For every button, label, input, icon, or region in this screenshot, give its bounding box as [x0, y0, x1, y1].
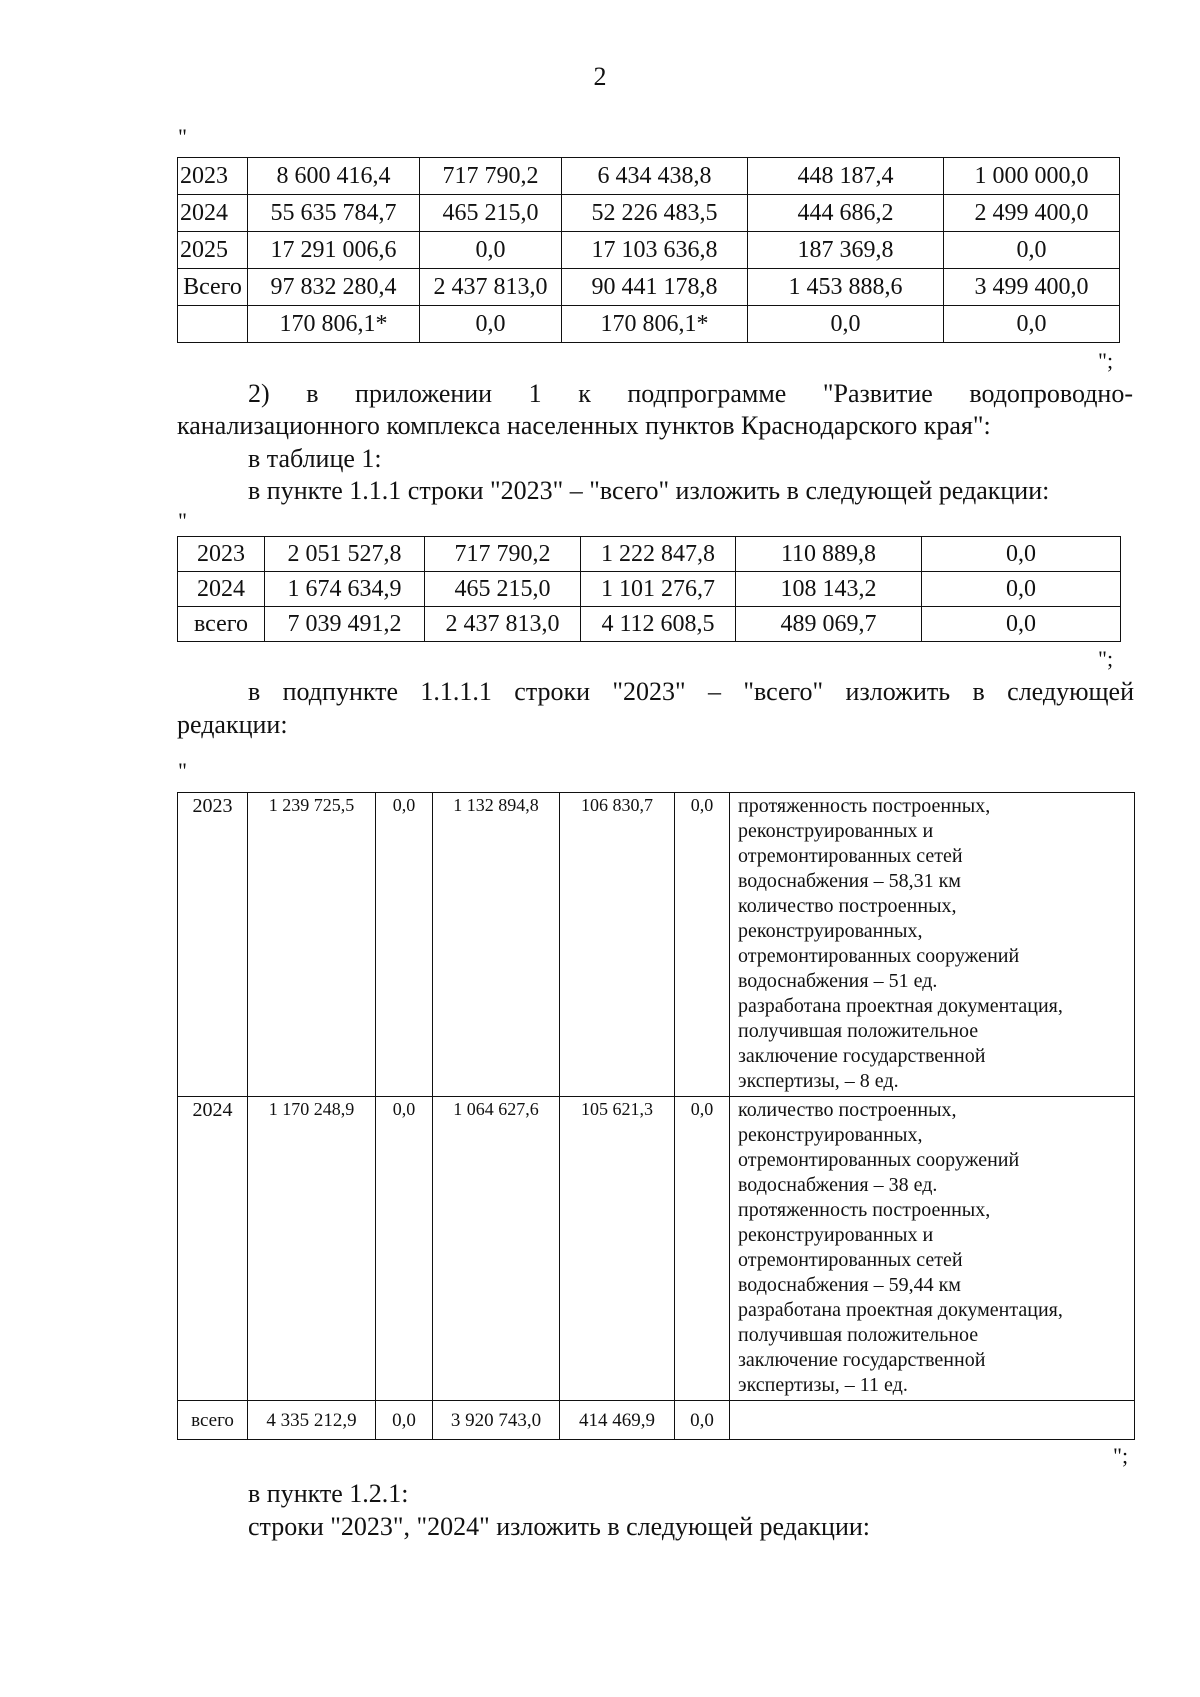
- amount-cell: 1 674 634,9: [265, 572, 425, 607]
- indicator-line: количество построенных,: [738, 1099, 957, 1121]
- amount-cell: 0,0: [675, 1097, 730, 1401]
- year-cell: 2024: [178, 195, 248, 232]
- indicator-line: водоснабжения – 58,31 км: [738, 870, 961, 892]
- year-cell: Всего: [178, 269, 248, 306]
- amount-cell: 0,0: [376, 1097, 433, 1401]
- rows-2023-2024-text: строки "2023", "2024" изложить в следующей редакции:: [248, 1512, 871, 1541]
- year-cell: всего: [178, 607, 265, 642]
- amount-cell: 7 039 491,2: [265, 607, 425, 642]
- table-row: [178, 793, 1135, 1097]
- amount-cell: 4 112 608,5: [581, 607, 736, 642]
- indicator-line: отремонтированных сетей: [738, 1249, 963, 1271]
- amount-cell: 465 215,0: [420, 195, 562, 232]
- item-2-line-2: канализационного комплекса населенных пунктов Краснодарского края":: [177, 411, 991, 440]
- amount-cell: 187 369,8: [748, 232, 944, 269]
- amount-cell: 97 832 280,4: [248, 269, 420, 306]
- amount-cell: 0,0: [376, 793, 433, 1097]
- year-cell: 2025: [178, 232, 248, 269]
- amount-cell: 448 187,4: [748, 158, 944, 195]
- table-row: [178, 1097, 1135, 1401]
- indicator-line: протяженность построенных,: [738, 795, 991, 817]
- amount-cell: 8 600 416,4: [248, 158, 420, 195]
- amount-cell: 3 499 400,0: [944, 269, 1120, 306]
- amount-cell: 0,0: [944, 306, 1120, 343]
- item-2-line-1: 2) в приложении 1 к подпрограмме "Развитие водопроводно-: [248, 379, 1133, 408]
- indicator-line: заключение государственной: [738, 1349, 986, 1371]
- subpoint-1-1-1-1-table: [177, 792, 1135, 1440]
- subpoint-line-1: в подпункте 1.1.1.1 строки "2023" – "всего" изложить в следующей: [248, 677, 1134, 706]
- table-row: [178, 572, 1121, 607]
- amount-cell: 489 069,7: [736, 607, 922, 642]
- indicator-line: количество построенных,: [738, 895, 957, 917]
- amount-cell: 0,0: [922, 572, 1121, 607]
- indicator-line: водоснабжения – 51 ед.: [738, 970, 938, 992]
- open-quote: ": [178, 758, 187, 783]
- indicator-line: получившая положительное: [738, 1020, 979, 1042]
- amount-cell: 717 790,2: [420, 158, 562, 195]
- point-1-1-1-table: [177, 536, 1121, 642]
- indicator-line: заключение государственной: [738, 1045, 986, 1067]
- page-number: 2: [593, 62, 607, 91]
- indicator-description: [730, 1097, 1135, 1401]
- point-1-2-1-text: в пункте 1.2.1:: [248, 1479, 409, 1508]
- amount-cell: 110 889,8: [736, 537, 922, 572]
- indicator-line: протяженность построенных,: [738, 1199, 991, 1221]
- amount-cell: 52 226 483,5: [562, 195, 748, 232]
- funding-table-totals: [177, 157, 1120, 343]
- year-cell: 2024: [178, 572, 265, 607]
- amount-cell: 1 239 725,5: [248, 793, 376, 1097]
- year-cell: 2024: [178, 1097, 248, 1401]
- indicator-line: реконструированных,: [738, 920, 923, 942]
- indicator-line: реконструированных,: [738, 1124, 923, 1146]
- amount-cell: 17 291 006,6: [248, 232, 420, 269]
- table-row: [178, 1401, 1135, 1440]
- amount-cell: 1 453 888,6: [748, 269, 944, 306]
- table-row: [178, 306, 1120, 343]
- amount-cell: 106 830,7: [560, 793, 675, 1097]
- amount-cell: 0,0: [420, 232, 562, 269]
- table-reference: в таблице 1:: [248, 444, 382, 473]
- indicator-line: реконструированных и: [738, 1224, 934, 1246]
- indicator-line: экспертизы, – 8 ед.: [738, 1070, 899, 1092]
- table-row: [178, 607, 1121, 642]
- year-cell: [178, 306, 248, 343]
- amount-cell: 0,0: [922, 537, 1121, 572]
- indicator-line: разработана проектная документация,: [738, 995, 1063, 1017]
- amount-cell: 2 499 400,0: [944, 195, 1120, 232]
- amount-cell: 2 437 813,0: [425, 607, 581, 642]
- amount-cell: 17 103 636,8: [562, 232, 748, 269]
- amount-cell: 90 441 178,8: [562, 269, 748, 306]
- indicator-line: экспертизы, – 11 ед.: [738, 1374, 908, 1396]
- indicator-line: получившая положительное: [738, 1324, 979, 1346]
- indicator-description: [730, 793, 1135, 1097]
- year-cell: 2023: [178, 537, 265, 572]
- table-row: [178, 537, 1121, 572]
- amount-cell: 0,0: [420, 306, 562, 343]
- amount-cell: 1 000 000,0: [944, 158, 1120, 195]
- year-cell: всего: [178, 1401, 248, 1440]
- indicator-line: отремонтированных сооружений: [738, 945, 1020, 967]
- open-quote: ": [178, 124, 187, 149]
- amount-cell: 4 335 212,9: [248, 1401, 376, 1440]
- indicator-line: реконструированных и: [738, 820, 934, 842]
- open-quote: ": [178, 508, 187, 533]
- amount-cell: 0,0: [675, 793, 730, 1097]
- table-row: [178, 195, 1120, 232]
- close-quote: ";: [1098, 646, 1114, 671]
- close-quote: ";: [1113, 1443, 1129, 1468]
- amount-cell: 0,0: [922, 607, 1121, 642]
- amount-cell: 1 064 627,6: [433, 1097, 560, 1401]
- amount-cell: 2 051 527,8: [265, 537, 425, 572]
- amount-cell: 0,0: [675, 1401, 730, 1440]
- amount-cell: 170 806,1*: [248, 306, 420, 343]
- amount-cell: 465 215,0: [425, 572, 581, 607]
- indicator-line: отремонтированных сетей: [738, 845, 963, 867]
- indicator-line: водоснабжения – 59,44 км: [738, 1274, 961, 1296]
- amount-cell: 444 686,2: [748, 195, 944, 232]
- subpoint-line-2: редакции:: [177, 710, 288, 739]
- year-cell: 2023: [178, 158, 248, 195]
- close-quote: ";: [1098, 348, 1114, 373]
- amount-cell: 1 170 248,9: [248, 1097, 376, 1401]
- year-cell: 2023: [178, 793, 248, 1097]
- amount-cell: 170 806,1*: [562, 306, 748, 343]
- amount-cell: 0,0: [748, 306, 944, 343]
- table-row: [178, 232, 1120, 269]
- amount-cell: 1 132 894,8: [433, 793, 560, 1097]
- amount-cell: 0,0: [376, 1401, 433, 1440]
- amount-cell: 3 920 743,0: [433, 1401, 560, 1440]
- indicator-line: отремонтированных сооружений: [738, 1149, 1020, 1171]
- amount-cell: 105 621,3: [560, 1097, 675, 1401]
- table-row: [178, 158, 1120, 195]
- point-1-1-1-text: в пункте 1.1.1 строки "2023" – "всего" изложить в следующей редакции:: [248, 476, 1050, 505]
- amount-cell: 717 790,2: [425, 537, 581, 572]
- indicator-line: водоснабжения – 38 ед.: [738, 1174, 938, 1196]
- indicator-line: разработана проектная документация,: [738, 1299, 1063, 1321]
- amount-cell: 2 437 813,0: [420, 269, 562, 306]
- amount-cell: 0,0: [944, 232, 1120, 269]
- amount-cell: 1 101 276,7: [581, 572, 736, 607]
- empty-cell: [730, 1401, 1135, 1440]
- amount-cell: 55 635 784,7: [248, 195, 420, 232]
- table-row: [178, 269, 1120, 306]
- amount-cell: 1 222 847,8: [581, 537, 736, 572]
- amount-cell: 414 469,9: [560, 1401, 675, 1440]
- amount-cell: 108 143,2: [736, 572, 922, 607]
- amount-cell: 6 434 438,8: [562, 158, 748, 195]
